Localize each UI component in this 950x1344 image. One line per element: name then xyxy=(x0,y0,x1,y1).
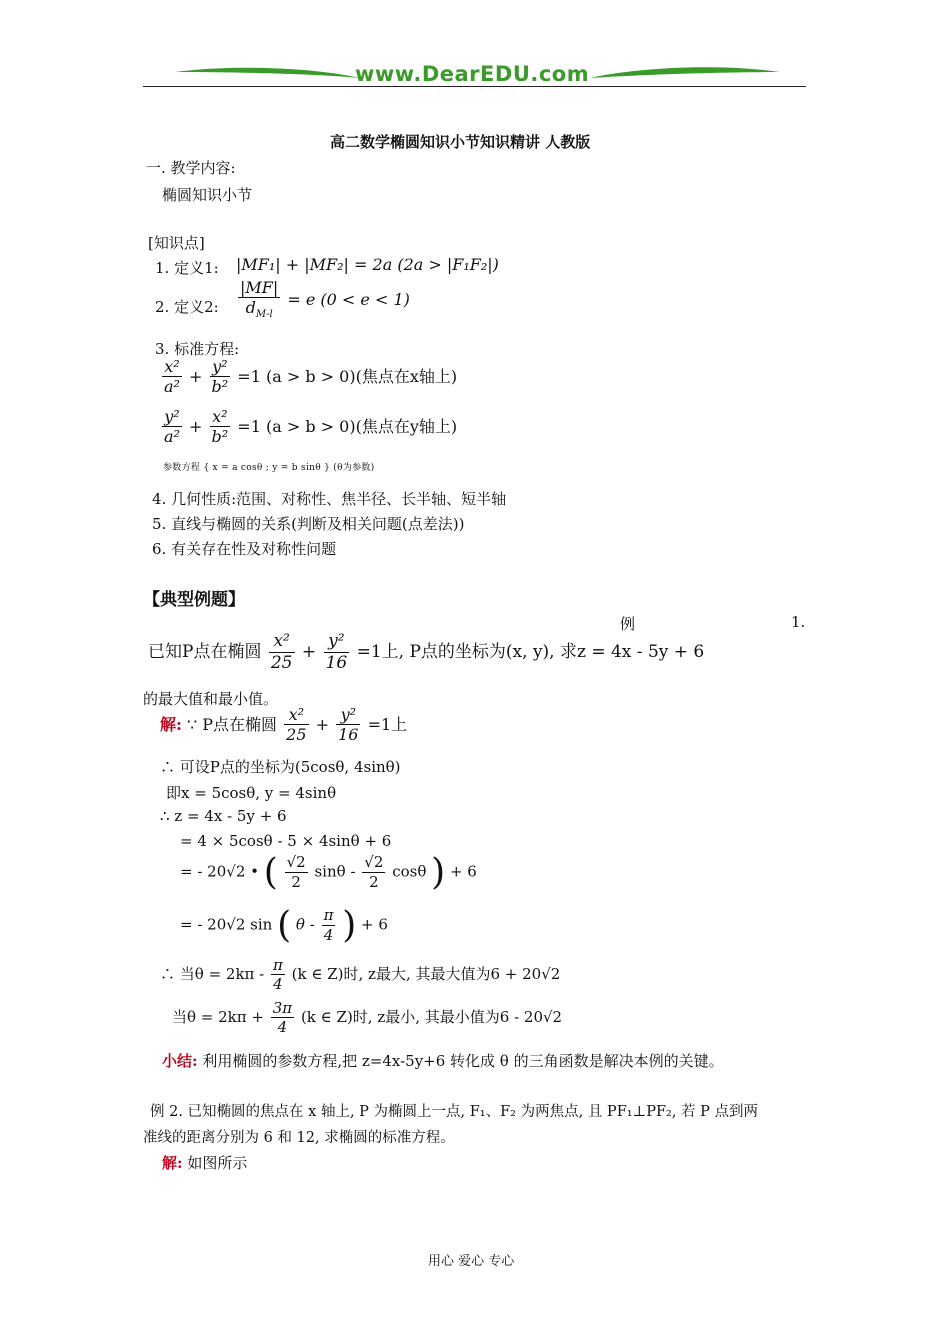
sol1-line xyxy=(160,706,407,745)
sol3: 即x = 5cosθ, y = 4sinθ xyxy=(166,784,337,802)
item-6: 6. 有关存在性及对称性问题 xyxy=(152,540,337,558)
knowledge-heading: [知识点] xyxy=(148,234,205,252)
std-eq-2 xyxy=(160,408,457,447)
sol8-text-b: (k ∈ Z)时, z最大, 其最大值为6 + 20√2 xyxy=(291,965,561,984)
frac-den: 2 xyxy=(291,872,301,891)
ex1-label: 例 xyxy=(620,615,636,633)
sol7: = - 20√2 sin ( θ - $\frac{\pi}{4}$ ) + 6 xyxy=(180,905,388,946)
frac-num: x² xyxy=(162,358,182,377)
sol6-text-b: sinθ - xyxy=(314,862,356,881)
ex1-text-b: =1上, P点的坐标为(x, y), 求z = 4x - 5y + 6 xyxy=(356,641,705,662)
sol8-text-a: ∴ 当θ = 2kπ - xyxy=(160,965,265,984)
ex1-text-c: 的最大值和最小值。 xyxy=(143,690,279,708)
def1-label: 1. 定义1: xyxy=(155,259,219,277)
summary xyxy=(162,1050,724,1071)
def2-numerator: |MF| xyxy=(240,278,279,297)
frac-num: π xyxy=(323,906,334,925)
page-title: 高二数学椭圆知识小节知识精讲 人教版 xyxy=(330,133,591,151)
frac-den: 4 xyxy=(277,1018,288,1037)
param-equation: 参数方程 { x = a cosθ ; y = b sinθ } (θ为参数) xyxy=(163,463,375,473)
def1-formula: |MF₁| + |MF₂| = 2a (2a > |F₁F₂|) xyxy=(236,255,499,274)
def2-formula xyxy=(236,279,410,322)
frac-num: √2 xyxy=(364,853,384,872)
sol2: ∴ 可设P点的坐标为(5cosθ, 4sinθ) xyxy=(160,758,401,776)
frac-den: a² xyxy=(164,427,180,447)
item-4: 4. 几何性质:范围、对称性、焦半径、长半轴、短半轴 xyxy=(152,490,507,508)
sol7-text-a: = - 20√2 sin xyxy=(180,915,273,934)
solution-label: 解: xyxy=(162,1154,183,1172)
header-rule xyxy=(143,86,806,87)
summary-label: 小结: xyxy=(162,1052,198,1070)
sol9 xyxy=(172,1000,562,1036)
sol6-text-d: + 6 xyxy=(449,862,477,881)
sol8 xyxy=(160,957,560,993)
plus-sign: + xyxy=(301,641,317,662)
frac-den: a² xyxy=(164,377,180,397)
frac-num: x² xyxy=(269,632,295,653)
frac-num: √2 xyxy=(286,853,306,872)
def2-denominator-sub: M-l xyxy=(255,309,273,321)
ex2-solution xyxy=(162,1152,247,1173)
frac-den: 4 xyxy=(273,975,283,994)
frac-num: 3π xyxy=(272,999,293,1017)
frac-den: 25 xyxy=(270,652,293,673)
frac-den: b² xyxy=(211,377,229,397)
summary-text: 利用椭圆的参数方程,把 z=4x-5y+6 转化成 θ 的三角函数是解决本例的关键。 xyxy=(202,1052,724,1070)
logo-text: www.DearEDU.com xyxy=(355,62,590,86)
std-eq-1-note: =1 (a > b > 0)(焦点在x轴上) xyxy=(237,366,458,386)
frac-den: 16 xyxy=(338,725,359,745)
sol9-text-b: (k ∈ Z)时, z最小, 其最小值为6 - 20√2 xyxy=(300,1008,563,1027)
sol9-text-a: 当θ = 2kπ + xyxy=(172,1008,264,1027)
sol6-text-c: cosθ xyxy=(392,862,427,881)
plus-sign: + xyxy=(189,366,203,386)
plus-sign: + xyxy=(189,416,203,436)
frac-num: x² xyxy=(284,706,308,725)
sol7-text-c: + 6 xyxy=(361,915,388,934)
std-eq-label: 3. 标准方程: xyxy=(155,340,240,358)
sol6-text-a: = - 20√2 • xyxy=(180,862,259,881)
std-eq-2-note: =1 (a > b > 0)(焦点在y轴上) xyxy=(237,416,458,436)
plus-sign: + xyxy=(315,714,330,734)
frac-num: y² xyxy=(210,358,231,377)
section-heading: 一. 教学内容: xyxy=(146,159,236,177)
def2-rhs: = e (0 < e < 1) xyxy=(287,289,410,309)
section-body: 椭圆知识小节 xyxy=(162,186,253,204)
sol7-text-b: θ - xyxy=(295,915,315,934)
frac-den: 2 xyxy=(369,872,379,891)
frac-num: y² xyxy=(324,632,350,653)
footer-text: 用心 爱心 专心 xyxy=(428,1254,515,1269)
def2-label: 2. 定义2: xyxy=(155,298,219,316)
frac-den: 25 xyxy=(286,725,307,745)
sol1-text-a: ∵ P点在椭圆 xyxy=(187,714,278,734)
frac-num: y² xyxy=(336,706,360,725)
ex1-text-a: 已知P点在椭圆 xyxy=(148,641,262,662)
sol6: = - 20√2 • ( $\frac{√2}{2}$ sinθ - $\frac{√2}{2}$ cosθ ) + 6 xyxy=(180,852,477,893)
ex2-line-2: 准线的距离分别为 6 和 12, 求椭圆的标准方程。 xyxy=(143,1130,455,1146)
frac-num: y² xyxy=(162,408,182,427)
solution-label: 解: xyxy=(160,714,182,734)
std-eq-1 xyxy=(160,358,457,397)
frac-num: x² xyxy=(210,408,231,427)
ex1-number: 1. xyxy=(791,613,806,631)
sol5: = 4 × 5cosθ - 5 × 4sinθ + 6 xyxy=(180,832,392,850)
ex2-solution-text: 如图所示 xyxy=(187,1154,248,1172)
sol4: ∴ z = 4x - 5y + 6 xyxy=(160,807,287,825)
sol1-text-b: =1上 xyxy=(367,714,408,734)
frac-den: 16 xyxy=(325,652,348,673)
def2-denominator: d xyxy=(245,298,256,318)
examples-heading: 【典型例题】 xyxy=(143,590,245,610)
ex2-line-1: 例 2. 已知椭圆的焦点在 x 轴上, P 为椭圆上一点, F₁、F₂ 为两焦点, 且 PF₁⊥PF₂, 若 P 点到两 xyxy=(150,1104,759,1120)
frac-den: b² xyxy=(211,427,229,447)
ex1-statement xyxy=(148,632,704,673)
frac-den: 4 xyxy=(323,925,334,944)
frac-num: π xyxy=(273,956,283,974)
item-5: 5. 直线与椭圆的关系(判断及相关问题(点差法)) xyxy=(152,515,465,533)
